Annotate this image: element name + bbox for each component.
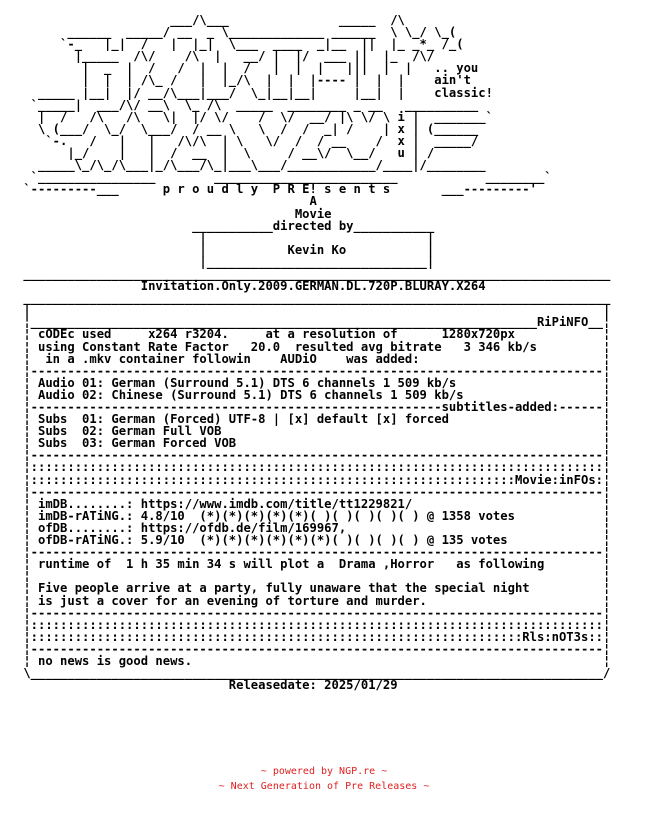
nfo-text: ___/\___ _____ /\ ______ _____/ __ _ \_____________ ______ \ \_/ \_( `-_ |_| / | |_| \___ ____ _|__ || |_ _*_ /_( |_____ /\/ /\ | __/ | |/ ___ || |_ /\/ | _ | / / | | / | | | ||| | | .. you | | | /\_ / | |_/\ | | |---- | | | ain't _____ |__| |/ __/\___|___/ \_|__|__| |__| | classic! `_____| ___/\/ __\ \_ /\ _____ ________ _ __ __________ | / /\ /\ \| |/ \/ / \/ __/ |\ \/ \ i | _______` \ (___/ \_/ \___/ / __ \ \ / / _| / | x | (______ `-. / | | /\/\ | \ \/ / / __ / x | _____/ |_/ | | / __ | \ / __\/ \__/ u | / _____\_/\_/\___|_/\___/\_|___\___/____________/____|/________ `________________ _________________________ ________` `---------___ p r o u d l y P R E! s e n t s ___---------' A Movie ___________directed by___________ | | | Kevin Ko | |______________________________| ________________________________________________________________________________ Invitation.Only.2009.GERMAN.DL.720P.BLURAY.X264 ________________________________________________________________________________ | | ¦_____________________________________________________________________RiPiNFO__¦ ¦ cODEc used x264 r3204. at a resolution of 1280x720px ¦ ¦ using Constant Rate Factor 20.0 resulted avg bitrate 3 346 kb/s ¦ ¦ in a .mkv container followin AUDiO was added: ¦ ¦------------------------------------------------------------------------------¦ ¦ Audio 01: German (Surround 5.1) DTS 6 channels 1 509 kb/s ¦ ¦ Audio 02: Chinese (Surround 5.1) DTS 6 channels 1 509 kb/s ¦ ¦--------------------------------------------------------subtitles-added:------¦ ¦ Subs 01: German (Forced) UTF-8 | [x] default [x] forced ¦ ¦ Subs 02: German Full VOB ¦ ¦ Subs 03: German Forced VOB ¦ ¦------------------------------------------------------------------------------¦ ¦::::::::::::::::::::::::::::::::::::::::::::::::::::::::::::::::::::::::::::::¦ ¦::::::::::::::::::::::::::::::::::::::::::::::::::::::::::::::::::Movie:inFOs:¦ ¦------------------------------------------------------------------------------¦ ¦ imDB........: https://www.imdb.com/title/tt1229821/ ¦ ¦ imDB-rATiNG.: 4.8/10 (*)(*)(*)(*)(*)( )( )( )( )( ) @ 1358 votes ¦ ¦ ofDB........: https://ofdb.de/film/169967, ¦ ¦ ofDB-rATiNG.: 5.9/10 (*)(*)(*)(*)(*)(*)( )( )( )( ) @ 135 votes ¦ ¦------------------------------------------------------------------------------¦ ¦ runtime of 1 h 35 min 34 s will plot a Drama ,Horror as following ¦ ¦ ¦ ¦ Five people arrive at a party, fully unaware that the special night ¦ ¦ is just a cover for an evening of torture and murder. ¦ ¦------------------------------------------------------------------------------¦ ¦::::::::::::::::::::::::::::::::::::::::::::::::::::::::::::::::::::::::::::::¦ ¦:::::::::::::::::::::::::::::::::::::::::::::::::::::::::::::::::::Rls:nOT3s::¦ ¦------------------------------------------------------------------------------¦ ¦ no news is good news. ¦ \______________________________________________________________________________/ Releasedate: 2025/01/29 — [23, 13, 611, 693]
footer-next-generation: ~ Next Generation of Pre Releases ~ — [218, 781, 430, 792]
footer-powered-by: ~ powered by NGP.re ~ — [260, 766, 388, 777]
